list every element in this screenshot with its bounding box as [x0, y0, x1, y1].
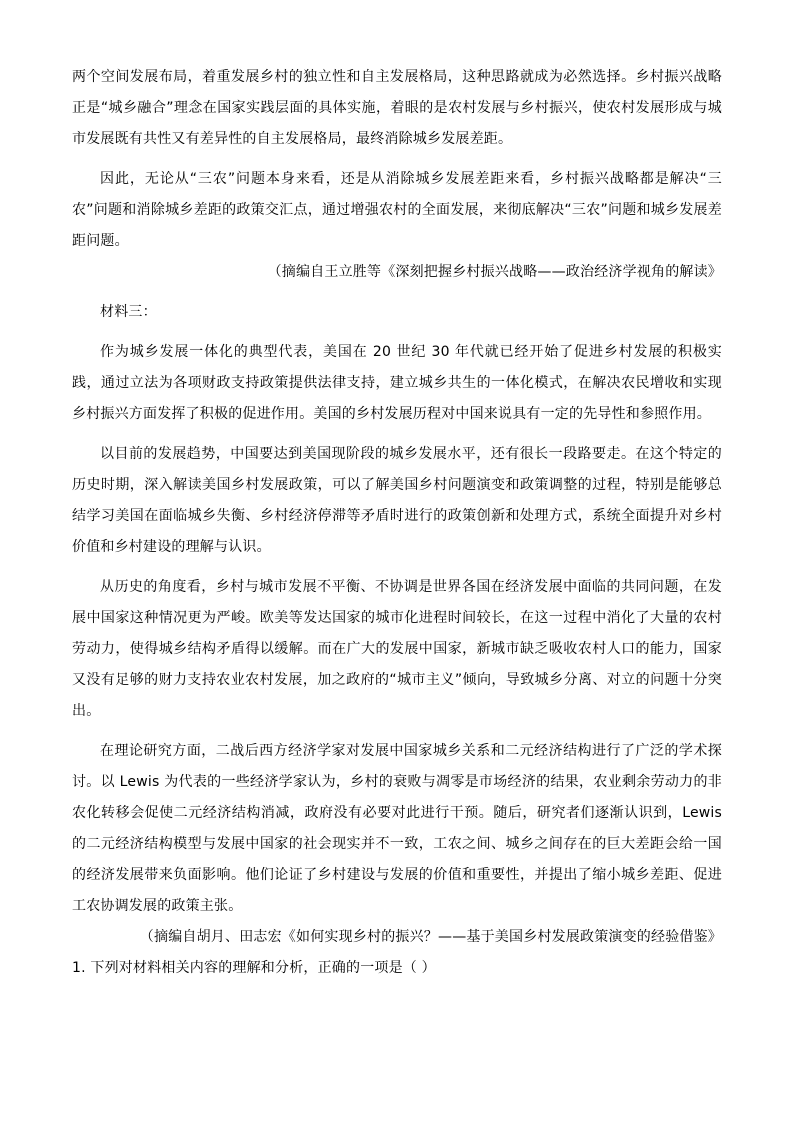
- paragraph-continuation: 两个空间发展布局，着重发展乡村的独立性和自主发展格局，这种思路就成为必然选择。乡村振兴战略正是“城乡融合”理念在国家实践层面的具体实施，着眼的是农村发展与乡村振兴，使农村发展形成与城市发展既有共性又有差异性的自主发展格局，最终消除城乡发展差距。: [72, 69, 722, 147]
- paragraph-historical-view: 从历史的角度看，乡村与城市发展不平衡、不协调是世界各国在经济发展中面临的共同问题，在发展中国家这种情况更为严峻。欧美等发达国家的城市化进程时间较长，在这一过程中消化了大量的农村劳动力，使得城乡结构矛盾得以缓解。而在广大的发展中国家，新城市缺乏吸收农村人口的能力，国家又没有足够的财力支持农业农村发展，加之政府的“城市主义”倾向，导致城乡分离、对立的问题十分突出。: [72, 579, 722, 719]
- source-citation-1: （摘编自王立胜等《深刻把握乡村振兴战略——政治经济学视角的解读》: [267, 264, 722, 280]
- paragraph-conclusion: 因此，无论从“三农”问题本身来看，还是从消除城乡发展差距来看，乡村振兴战略都是解决“三农”问题和消除城乡差距的政策交汇点，通过增强农村的全面发展，来彻底解决“三农”问题和城乡发展差距问题。: [72, 171, 722, 249]
- material-3-label: 材料三：: [100, 304, 157, 320]
- source-citation-2: （摘编自胡月、田志宏《如何实现乡村的振兴？——基于美国乡村发展政策演变的经验借鉴》: [139, 929, 722, 945]
- paragraph-current-trend: 以目前的发展趋势，中国要达到美国现阶段的城乡发展水平，还有很长一段路要走。在这个特定的历史时期，深入解读美国乡村发展政策，可以了解美国乡村问题演变和政策调整的过程，特别是能够总结学习美国在面临城乡失衡、乡村经济停滞等矛盾时进行的政策创新和处理方式，系统全面提升对乡村价值和乡村建设的理解与认识。: [72, 446, 722, 555]
- paragraph-theory-research: 在理论研究方面，二战后西方经济学家对发展中国家城乡关系和二元经济结构进行了广泛的学术探讨。以 Lewis 为代表的一些经济学家认为，乡村的衰败与凋零是市场经济的结果，农业剩余劳动力的非农化转移会促使二元经济结构消减，政府没有必要对此进行干预。随后，研究者们逐渐认识到，Lewis 的二元经济结构模型与发展中国家的社会现实并不一致，工农之间、城乡之间存在的巨大差距会给一国的经济发展带来负面影响。他们论证了乡村建设与发展的价值和重要性，并提出了缩小城乡差距、促进工农协调发展的政策主张。: [72, 743, 722, 914]
- paragraph-us-example: 作为城乡发展一体化的典型代表，美国在 20 世纪 30 年代就已经开始了促进乡村发展的积极实践，通过立法为各项财政支持政策提供法律支持，建立城乡共生的一体化模式，在解决农民增收和实现乡村振兴方面发挥了积极的促进作用。美国的乡村发展历程对中国来说具有一定的先导性和参照作用。: [72, 344, 722, 422]
- question-1: 1. 下列对材料相关内容的理解和分析，正确的一项是（ ）: [72, 960, 436, 976]
